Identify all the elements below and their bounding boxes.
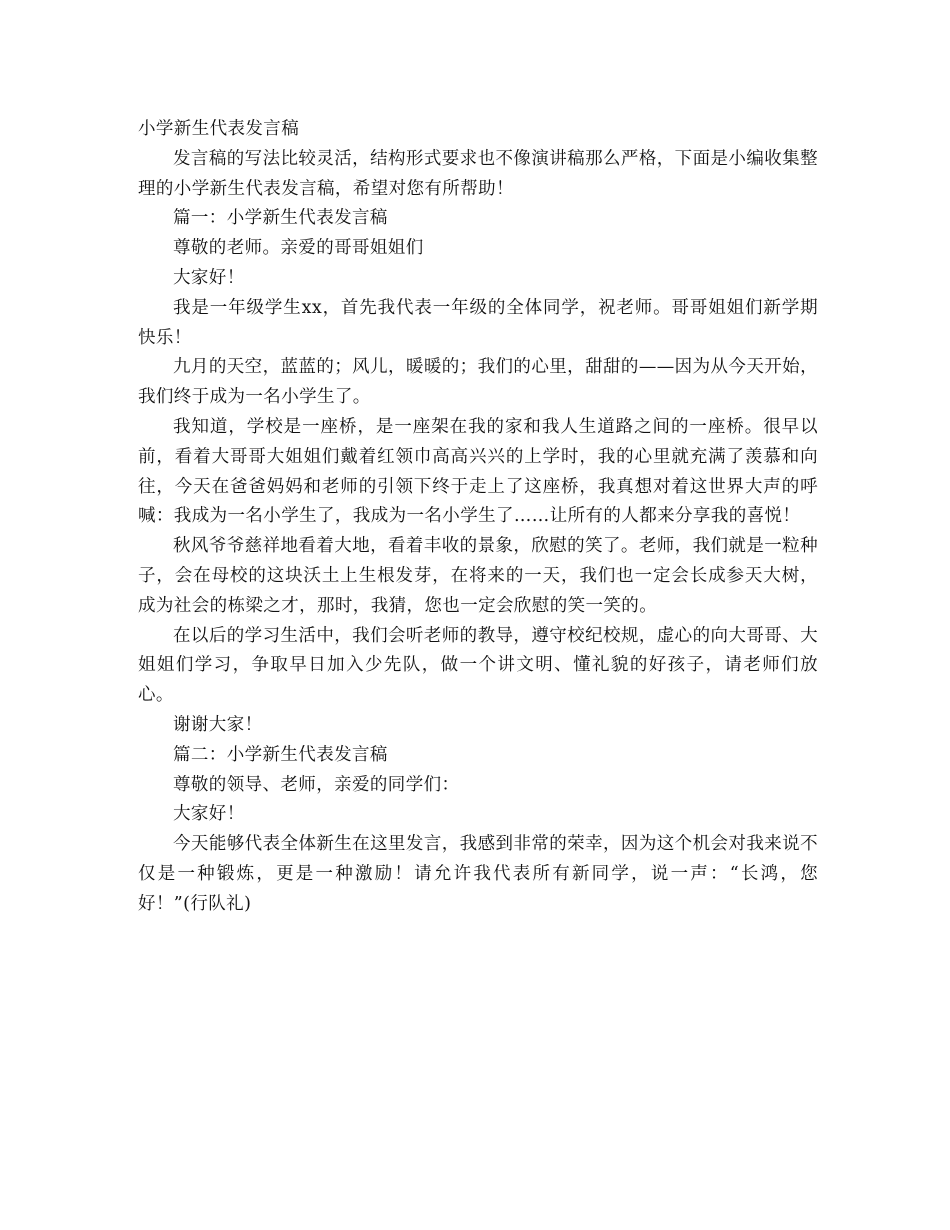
document-title: 小学新生代表发言稿	[138, 119, 300, 139]
body-paragraph: 九月的天空，蓝蓝的；风儿，暖暖的；我们的心里，甜甜的——因为从今天开始，我们终于成为一名小学生了。	[138, 357, 818, 408]
salutation-1: 尊敬的老师。亲爱的哥哥姐姐们	[173, 238, 424, 259]
body-paragraph: 我知道，学校是一座桥，是一座架在我的家和我人生道路之间的一座桥。很早以前，看着大哥哥大姐姐们戴着红领巾高高兴兴的上学时，我的心里就充满了羡慕和向往，今天在爸爸妈妈和老师的引领下终于走上了这座桥，我真想对着这世界大声的呼喊：我成为一名小学生了，我成为一名小学生了……让所有的人都来分享我的喜悦！	[138, 416, 818, 527]
section-heading-2: 篇二：小学新生代表发言稿	[173, 744, 388, 765]
intro-paragraph: 发言稿的写法比较灵活，结构形式要求也不像演讲稿那么严格，下面是小编收集整理的小学新生代表发言稿，希望对您有所帮助！	[138, 148, 818, 199]
section-heading-1: 篇一：小学新生代表发言稿	[173, 208, 388, 229]
body-paragraph: 秋风爷爷慈祥地看着大地，看着丰收的景象，欣慰的笑了。老师，我们就是一粒种子，会在母校的这块沃土上生根发芽，在将来的一天，我们也一定会长成参天大树，成为社会的栋梁之才，那时，我猜，您也一定会欣慰的笑一笑的。	[138, 536, 818, 616]
document-body	[138, 115, 818, 920]
greeting-2: 大家好！	[173, 804, 245, 825]
salutation-2: 尊敬的领导、老师，亲爱的同学们：	[173, 774, 460, 795]
closing-thanks: 谢谢大家！	[173, 714, 263, 735]
body-paragraph: 在以后的学习生活中，我们会听老师的教导，遵守校纪校规，虚心的向大哥哥、大姐姐们学习，争取早日加入少先队，做一个讲文明、懂礼貌的好孩子，请老师们放心。	[138, 625, 818, 706]
body-paragraph: 今天能够代表全体新生在这里发言，我感到非常的荣幸，因为这个机会对我来说不仅是一种锻炼，更是一种激励！请允许我代表所有新同学，说一声：“长鸿，您好！”(行队礼)	[138, 834, 818, 914]
body-paragraph: 我是一年级学生xx，首先我代表一年级的全体同学，祝老师。哥哥姐姐们新学期快乐！	[138, 297, 818, 348]
greeting-1: 大家好！	[173, 267, 245, 288]
